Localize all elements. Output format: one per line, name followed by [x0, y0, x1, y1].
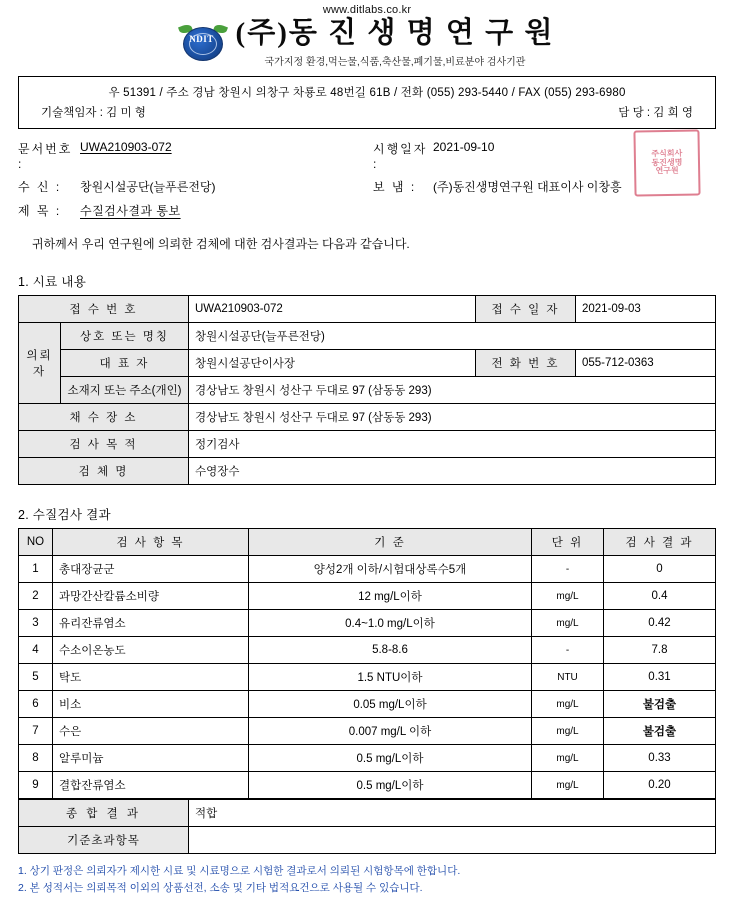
phone-label: 전 화 번 호	[476, 350, 576, 377]
issue-date-value: 2021-09-10	[433, 140, 495, 155]
sender-label: 보 냄 :	[373, 180, 417, 195]
receipt-date-value: 2021-09-03	[576, 296, 716, 323]
col-no: NO	[19, 529, 53, 556]
cell-item: 과망간산칼륨소비량	[53, 583, 249, 610]
charge-person-value: 김 희 영	[653, 107, 693, 120]
table-row	[19, 323, 716, 350]
cell-result: 0.42	[604, 610, 716, 637]
cell-no: 9	[19, 772, 53, 799]
cell-result: 불검출	[604, 691, 716, 718]
cell-unit: mg/L	[532, 718, 604, 745]
ceo-label: 대 표 자	[61, 350, 189, 377]
exceed-items-value	[189, 827, 716, 854]
website-url: www.ditlabs.co.kr	[322, 4, 412, 16]
cell-no: 1	[19, 556, 53, 583]
table-row	[19, 583, 716, 610]
seal-line-2: 동진생명	[651, 157, 683, 168]
section2-title: 2. 수질검사 결과	[18, 508, 111, 523]
charge-person	[618, 103, 693, 123]
doc-no-label: 문서번호 :	[18, 142, 73, 172]
notice-text: 귀하께서 우리 연구원에 의뢰한 검체에 대한 검사결과는 다음과 같습니다.	[32, 237, 410, 252]
section1-title: 1. 시료 내용	[18, 275, 87, 290]
table-row	[19, 827, 716, 854]
address-value: 경상남도 창원시 성산구 두대로 97 (삼동동 293)	[189, 377, 716, 404]
company-label: 상호 또는 명칭	[61, 323, 189, 350]
client-side-label: 의뢰자	[19, 323, 61, 404]
address-box	[18, 76, 716, 129]
cell-unit: mg/L	[532, 772, 604, 799]
company-block	[236, 18, 555, 68]
sample-name-value: 수영장수	[189, 458, 716, 485]
table-row	[19, 296, 716, 323]
table-row	[19, 718, 716, 745]
col-unit: 단 위	[532, 529, 604, 556]
cell-unit: -	[532, 637, 604, 664]
cell-item: 유리잔류염소	[53, 610, 249, 637]
cell-result: 불검출	[604, 718, 716, 745]
cell-standard: 0.5 mg/L이하	[249, 772, 532, 799]
cell-result: 0.31	[604, 664, 716, 691]
tech-manager-value: 김 미 형	[106, 107, 146, 120]
receiver-label: 수 신 :	[18, 180, 62, 195]
subject-label: 제 목 :	[18, 204, 62, 219]
cell-standard: 0.05 mg/L이하	[249, 691, 532, 718]
sender-value: (주)동진생명연구원 대표이사 이창흥	[433, 180, 622, 195]
purpose-value: 정기검사	[189, 431, 716, 458]
cell-item: 알루미늄	[53, 745, 249, 772]
table-row	[19, 431, 716, 458]
cell-no: 7	[19, 718, 53, 745]
table-row	[19, 637, 716, 664]
contact-line	[29, 103, 705, 123]
table-row	[19, 691, 716, 718]
doc-no-value: UWA210903-072	[80, 140, 172, 155]
cell-item: 결합잔류염소	[53, 772, 249, 799]
meta-row-subject	[18, 202, 716, 219]
col-result: 검 사 결 과	[604, 529, 716, 556]
sample-place-value: 경상남도 창원시 성산구 두대로 97 (삼동동 293)	[189, 404, 716, 431]
cell-no: 2	[19, 583, 53, 610]
company-subtitle: 국가지정 환경,먹는물,식품,축산물,폐기물,비료분야 검사기관	[264, 56, 526, 68]
cell-no: 6	[19, 691, 53, 718]
meta-row-docno	[18, 140, 716, 171]
cell-item: 총대장균군	[53, 556, 249, 583]
footnote-2: 2. 본 성적서는 의뢰목적 이외의 상품선전, 소송 및 기타 법적요건으로 사용될 수 있습니다.	[18, 881, 423, 894]
sample-info-table	[18, 295, 716, 485]
cell-unit: mg/L	[532, 610, 604, 637]
address-label: 소재지 또는 주소(개인)	[61, 377, 189, 404]
letterhead	[18, 18, 716, 68]
document-meta	[18, 140, 716, 219]
cell-unit: mg/L	[532, 745, 604, 772]
seal-line-1: 주식회사	[651, 149, 683, 159]
subject-value: 수질검사결과 통보	[80, 204, 181, 219]
company-name: (주)동 진 생 명 연 구 원	[235, 17, 555, 49]
issue-date-label: 시행일자 :	[373, 142, 428, 172]
receipt-no-label: 접 수 번 호	[19, 296, 189, 323]
col-standard: 기 준	[249, 529, 532, 556]
company-logo-icon	[180, 23, 226, 63]
overall-result-value: 적합	[189, 800, 716, 827]
table-row	[19, 350, 716, 377]
cell-result: 0.20	[604, 772, 716, 799]
cell-unit: mg/L	[532, 691, 604, 718]
cell-item: 탁도	[53, 664, 249, 691]
official-seal-stamp	[633, 130, 700, 197]
exceed-items-label: 기준초과항목	[19, 827, 189, 854]
ceo-value: 창원시설공단이사장	[189, 350, 476, 377]
table-row	[19, 404, 716, 431]
overall-result-label: 종 합 결 과	[19, 800, 189, 827]
cell-standard: 양성2개 이하/시험대상록수5개	[249, 556, 532, 583]
cell-unit: NTU	[532, 664, 604, 691]
footnote-1: 1. 상기 판정은 의뢰자가 제시한 시료 및 시료명으로 시험한 결과로서 의뢰된 시험항목에 한합니다.	[18, 865, 461, 878]
purpose-label: 검 사 목 적	[19, 431, 189, 458]
cell-standard: 12 mg/L이하	[249, 583, 532, 610]
table-row	[19, 664, 716, 691]
cell-result: 0	[604, 556, 716, 583]
cell-item: 수소이온농도	[53, 637, 249, 664]
tech-manager-label: 기술책임자 :	[41, 107, 103, 120]
cell-standard: 5.8-8.6	[249, 637, 532, 664]
cell-item: 수은	[53, 718, 249, 745]
seal-line-3: 연구원	[655, 166, 679, 176]
address-line: 우 51391 / 주소 경남 창원시 의창구 차룡로 48번길 61B / 전화 (055) 293-5440 / FAX (055) 293-6980	[108, 86, 626, 99]
cell-standard: 0.007 mg/L 이하	[249, 718, 532, 745]
cell-result: 7.8	[604, 637, 716, 664]
sample-place-label: 채 수 장 소	[19, 404, 189, 431]
charge-person-label: 담 당 :	[618, 107, 651, 120]
company-value: 창원시설공단(늘푸른전당)	[189, 323, 716, 350]
table-row	[19, 745, 716, 772]
cell-standard: 0.4~1.0 mg/L이하	[249, 610, 532, 637]
table-row	[19, 800, 716, 827]
col-item: 검 사 항 목	[53, 529, 249, 556]
water-quality-result-table	[18, 528, 716, 799]
receipt-no-value: UWA210903-072	[189, 296, 476, 323]
footnotes	[18, 863, 716, 897]
table-header-row	[19, 529, 716, 556]
cell-item: 비소	[53, 691, 249, 718]
summary-table	[18, 799, 716, 854]
logo-text: NDIT	[189, 33, 214, 44]
cell-no: 3	[19, 610, 53, 637]
cell-standard: 0.5 mg/L이하	[249, 745, 532, 772]
table-row	[19, 610, 716, 637]
receiver-value: 창원시설공단(늘푸른전당)	[80, 180, 216, 195]
cell-no: 8	[19, 745, 53, 772]
meta-row-receiver	[18, 178, 716, 195]
cell-unit: -	[532, 556, 604, 583]
receipt-date-label: 접 수 일 자	[476, 296, 576, 323]
table-row	[19, 556, 716, 583]
tech-manager	[41, 103, 146, 123]
sample-name-label: 검 체 명	[19, 458, 189, 485]
cell-no: 4	[19, 637, 53, 664]
table-row	[19, 772, 716, 799]
cell-no: 5	[19, 664, 53, 691]
cell-unit: mg/L	[532, 583, 604, 610]
cell-result: 0.33	[604, 745, 716, 772]
cell-result: 0.4	[604, 583, 716, 610]
cell-standard: 1.5 NTU이하	[249, 664, 532, 691]
table-row	[19, 377, 716, 404]
table-row	[19, 458, 716, 485]
phone-value: 055-712-0363	[576, 350, 716, 377]
result-table-body	[19, 556, 716, 799]
